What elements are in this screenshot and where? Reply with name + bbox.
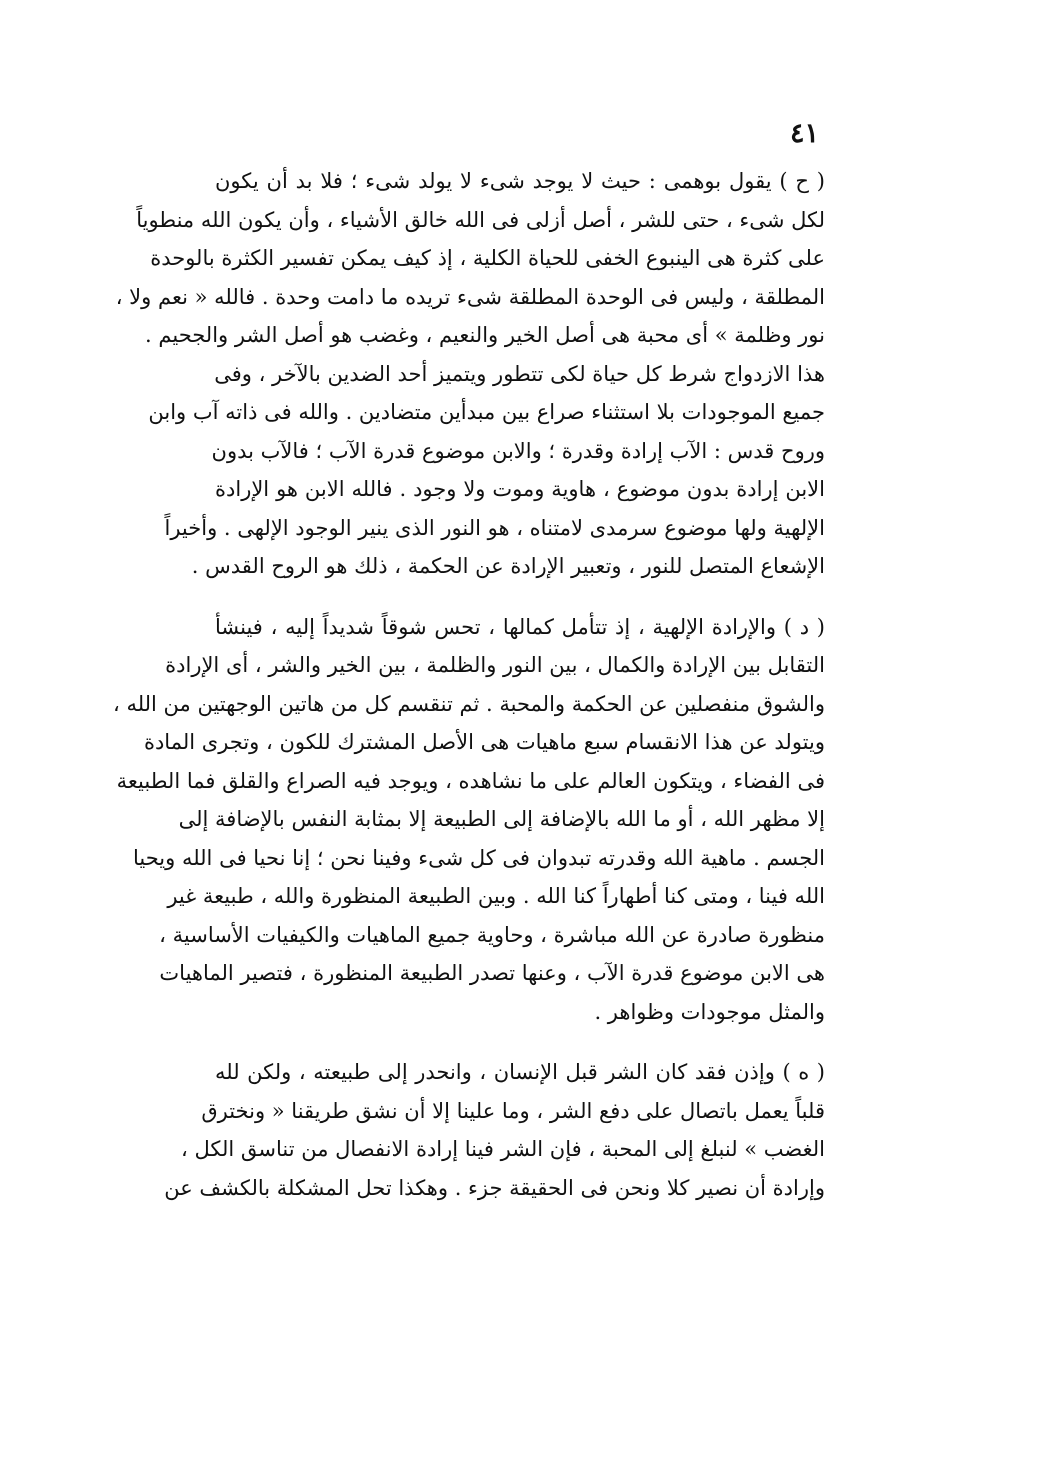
text-line: ( ه ) وإذن فقد كان الشر قبل الإنسان ، وانحدر إلى طبيعته ، ولكن لله [215,1060,825,1084]
text-line: والشوق منفصلين عن الحكمة والمحبة . ثم تنقسم كل من هاتين الوجهتين من الله ، [112,691,825,716]
text-line: الإشعاع المتصل للنور ، وتعبير الإرادة عن الحكمة ، ذلك هو الروح القدس . [191,554,825,578]
text-line: التقابل بين الإرادة والكمال ، بين النور والظلمة ، بين الخير والشر ، أى الإرادة [165,653,825,677]
text-line: ( ح ) يقول بوهمى : حيث لا يوجد شىء لا يولد شىء ؛ فلا بد أن يكون [215,169,825,193]
text-line: ( د ) والإرادة الإلهية ، إذ تتأمل كمالها ، تحس شوقاً شديداً إليه ، فينشأ [215,614,825,639]
text-line: على كثرة هى الينبوع الخفى للحياة الكلية ، إذ كيف يمكن تفسير الكثرة بالوحدة [150,246,825,270]
text-line: لكل شىء ، حتى للشر ، أصل أزلى فى الله خالق الأشياء ، وأن يكون الله منطوياً [136,207,825,232]
paragraph-h [115,162,825,586]
body-text [112,162,825,1229]
text-line: الله فينا ، ومتى كنا أطهاراً كنا الله . وبين الطبيعة المنظورة والله ، طبيعة غير [167,884,825,908]
text-line: المطلقة ، وليس فى الوحدة المطلقة شىء تريده ما دامت وحدة . فالله « نعم ولا ، [115,284,825,309]
paragraph-d [112,608,825,1032]
text-line: ويتولد عن هذا الانقسام سبع ماهيات هى الأصل المشترك للكون ، وتجرى المادة [143,730,825,754]
text-line: فى الفضاء ، ويتكون العالم على ما نشاهده ، ويوجد فيه الصراع والقلق فما الطبيعة [116,768,825,793]
text-line: وإرادة أن نصير كلا ونحن فى الحقيقة جزء . وهكذا تحل المشكلة بالكشف عن [164,1175,825,1200]
paragraph-e [164,1053,825,1207]
text-line: إلا مظهر الله ، أو ما الله بالإضافة إلى الطبيعة إلا بمثابة النفس بالإضافة إلى [178,807,825,831]
text-line: نور وظلمة » أى محبة هى أصل الخير والنعيم ، وغضب هو أصل الشر والجحيم . [145,323,825,347]
text-line: الابن إرادة بدون موضوع ، هاوية وموت ولا وجود . فالله الابن هو الإرادة [215,477,825,501]
text-line: الجسم . ماهية الله وقدرته تبدوان فى كل شىء وفينا نحن ؛ إنا نحيا فى الله ويحيا [133,845,825,870]
text-line: وروح قدس : الآب إرادة وقدرة ؛ والابن موضوع قدرة الآب ؛ فالآب بدون [211,438,825,463]
text-line: منظورة صادرة عن الله مباشرة ، وحاوية جميع الماهيات والكيفيات الأساسية ، [159,922,825,947]
text-line: قلباً يعمل باتصال على دفع الشر ، وما علينا إلا أن نشق طريقنا « ونخترق [201,1098,825,1123]
text-line: هذا الازدواج شرط كل حياة لكى تتطور ويتميز أحد الضدين بالآخر ، وفى [214,361,825,386]
text-line: والمثل موجودات وظواهر . [594,999,825,1024]
page-number: ٤١ [789,118,819,149]
text-line: هى الابن موضوع قدرة الآب ، وعنها تصدر الطبيعة المنظورة ، فتصير الماهيات [159,961,825,985]
text-line: جميع الموجودات بلا استثناء صراع بين مبدأين متضادين . والله فى ذاته آب وابن [148,400,825,424]
text-line: الغضب » لنبلغ إلى المحبة ، فإن الشر فينا إرادة الانفصال من تناسق الكل ، [180,1137,825,1161]
text-line: الإلهية ولها موضوع سرمدى لامتناه ، هو النور الذى ينير الوجود الإلهى . وأخيراً [164,515,825,540]
